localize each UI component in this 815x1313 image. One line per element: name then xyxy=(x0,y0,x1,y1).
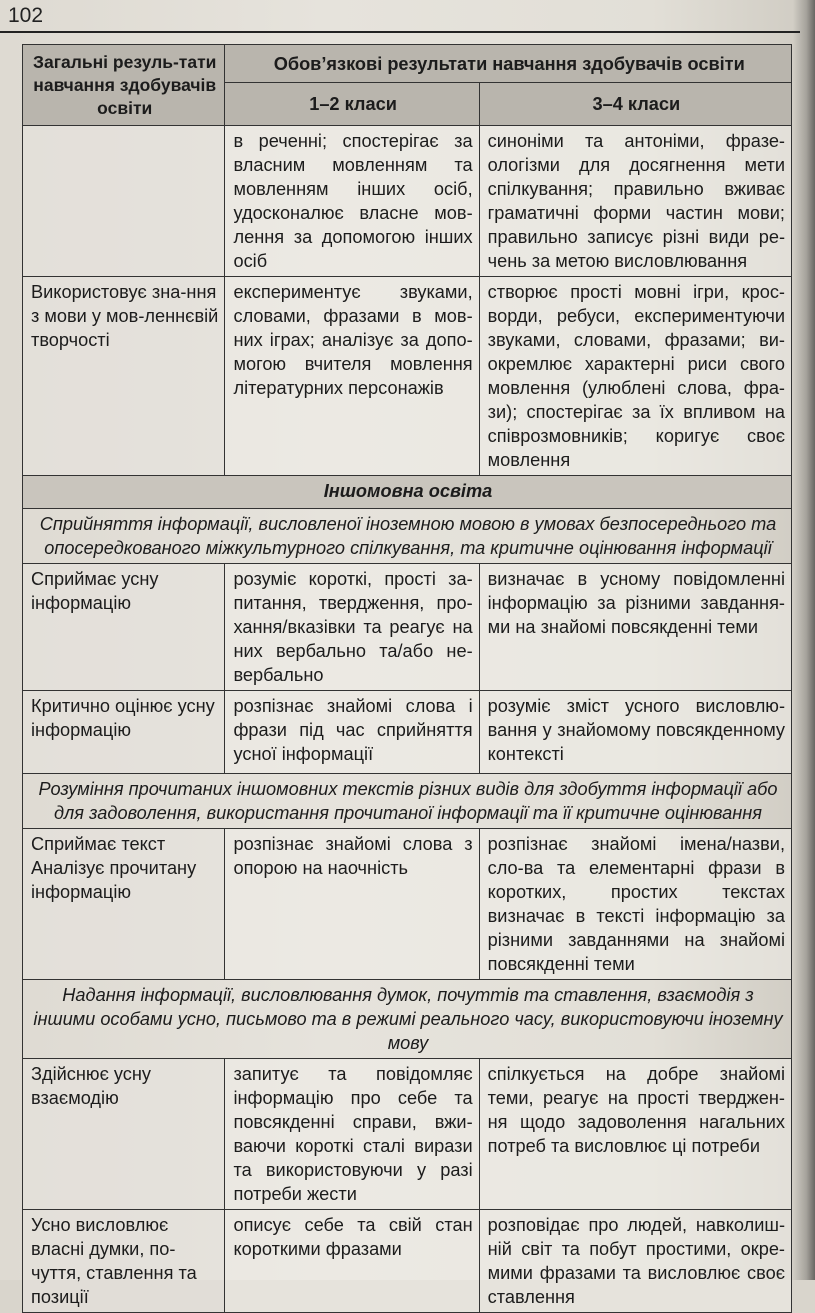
header-grades-1-2: 1–2 класи xyxy=(225,83,479,126)
subsection-title: Надання інформації, висловлювання думок, почуттів та ставлення, взаємодія з іншими особами усно, письмово та в режимі реального часу, використовуючи іноземну мову xyxy=(23,980,792,1059)
header-grades-3-4: 3–4 класи xyxy=(479,83,791,126)
table-row xyxy=(23,277,792,476)
table-row xyxy=(23,1210,792,1313)
general-result-cell xyxy=(23,126,225,277)
grades-3-4-cell: розуміє зміст усного висловлю-вання у знайомому повсякденному контексті xyxy=(479,691,791,774)
grades-3-4-cell: розпізнає знайомі імена/назви, сло-ва та елементарні фрази в коротких, простих текстах визначає в тексті інформацію за різними завданнями на знайомі повсякденні теми xyxy=(479,829,791,980)
general-result-cell: Здійснює усну взаємодію xyxy=(23,1059,225,1210)
general-result-cell: Сприймає текст Аналізує прочитану інформацію xyxy=(23,829,225,980)
table-row xyxy=(23,564,792,691)
grades-1-2-cell: експериментує звуками, словами, фразами в мов-них іграх; аналізує за допо-могою вчителя мовлення літературних персонажів xyxy=(225,277,479,476)
page-number: 102 xyxy=(8,4,44,27)
table-row xyxy=(23,829,792,980)
grades-3-4-cell: синоніми та антоніми, фразе-ологізми для досягнення мети спілкування; правильно вживає граматичні форми частин мови; правильно записує різні види ре-чень за метою висловлювання xyxy=(479,126,791,277)
grades-1-2-cell: описує себе та свій стан короткими фразами xyxy=(225,1210,479,1313)
subsection-title: Розуміння прочитаних іншомовних текстів різних видів для здобуття інформації або для задоволення, використання прочитаної інформації та її критичне оцінювання xyxy=(23,774,792,829)
curriculum-table xyxy=(22,44,792,1313)
page-edge-shadow xyxy=(793,0,815,1280)
general-result-cell: Критично оцінює усну інформацію xyxy=(23,691,225,774)
general-result-cell: Усно висловлює власні думки, по-чуття, ставлення та позиції xyxy=(23,1210,225,1313)
header-general-results: Загальні резуль-тати навчання здобувачів освіти xyxy=(23,45,225,126)
header-mandatory-results: Обов’язкові результати навчання здобувачів освіти xyxy=(225,45,792,83)
general-result-cell: Використовує зна-ння з мови у мов-леннєвій творчості xyxy=(23,277,225,476)
grades-3-4-cell: визначає в усному повідомленні інформацію за різними завдання-ми на знайомі повсякденні теми xyxy=(479,564,791,691)
table-row xyxy=(23,126,792,277)
table-row xyxy=(23,1059,792,1210)
grades-3-4-cell: розповідає про людей, навколиш-ній світ та побут простими, окре-мими фразами та висловлює своє ставлення xyxy=(479,1210,791,1313)
section-title: Іншомовна освіта xyxy=(23,476,792,509)
grades-1-2-cell: розуміє короткі, прості за-питання, твердження, про-хання/вказівки та реагує на них вербально та/або не-вербально xyxy=(225,564,479,691)
general-result-cell: Сприймає усну інформацію xyxy=(23,564,225,691)
grades-1-2-cell: розпізнає знайомі слова і фрази під час сприйняття усної інформації xyxy=(225,691,479,774)
grades-1-2-cell: розпізнає знайомі слова з опорою на наочність xyxy=(225,829,479,980)
header-rule xyxy=(0,31,800,33)
grades-3-4-cell: створює прості мовні ігри, крос-ворди, ребуси, експериментуючи звуками, словами, фразами; ви-окремлює характерні риси свого мовлення (улюблені слова, фра-зи); спостерігає за їх впливом на співрозмовників; коригує своє мовлення xyxy=(479,277,791,476)
grades-1-2-cell: запитує та повідомляє інформацію про себе та повсякденні справи, вжи-ваючи короткі сталі вирази та використовуючи у разі потреби жести xyxy=(225,1059,479,1210)
grades-1-2-cell: в реченні; спостерігає за власним мовленням та мовленням інших осіб, удосконалює власне мов-лення за допомогою інших осіб xyxy=(225,126,479,277)
grades-3-4-cell: спілкується на добре знайомі теми, реагує на прості тверджен-ня щодо задоволення нагальних потреб та висловлює ці потреби xyxy=(479,1059,791,1210)
subsection-title: Сприйняття інформації, висловленої іноземною мовою в умовах безпосереднього та опосередкованого міжкультурного спілкування, та критичне оцінювання інформації xyxy=(23,509,792,564)
table-row xyxy=(23,691,792,774)
